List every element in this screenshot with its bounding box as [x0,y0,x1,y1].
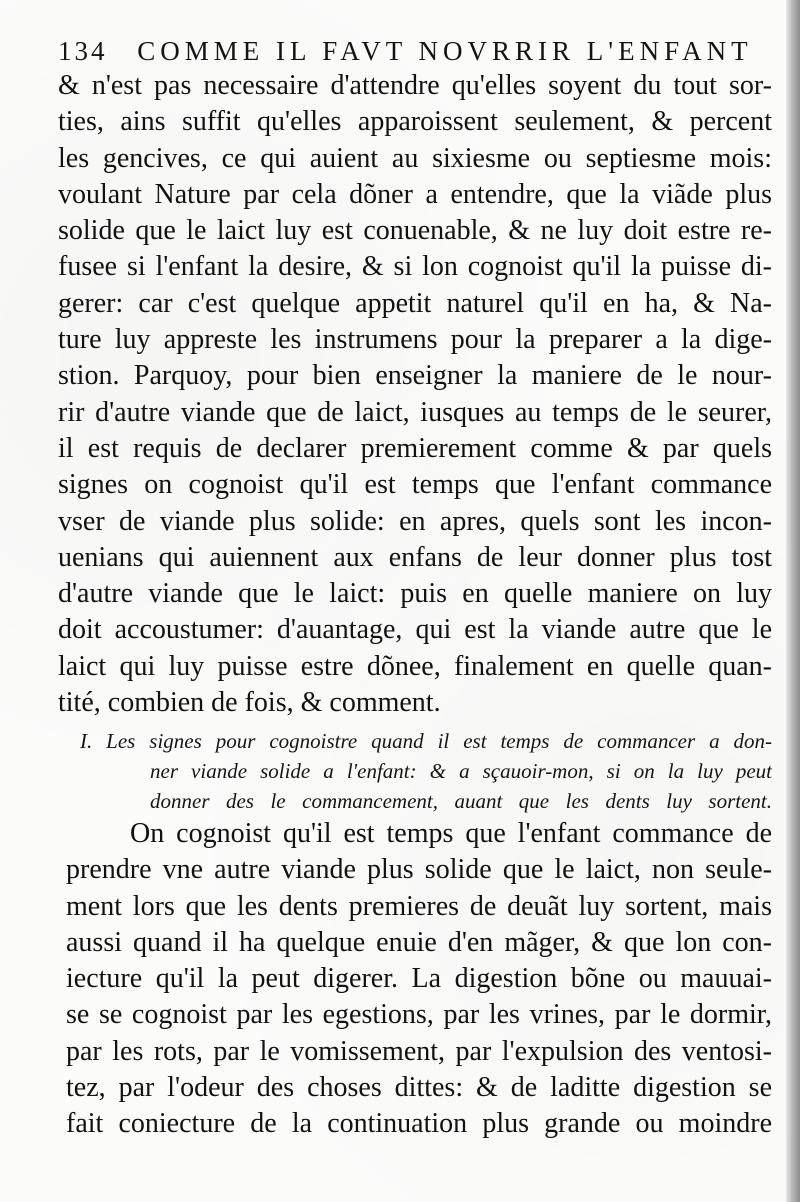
text-line: doit accoustumer: d'auantage, qui est la viande autre que le [58,614,772,646]
heading-line: ner viande solide a l'enfant: & a sçauoir-mon, si on la luy peut [150,759,772,783]
section-heading [80,726,772,816]
text-line: par les rots, par le vomissement, par l'expulsion des ventosi- [66,1035,772,1067]
heading-line: donner des le commancement, auant que les dents luy sortent. [150,789,772,813]
running-title: COMME IL FAVT NOVRRIR L'ENFANT [137,36,753,66]
text-line: ment lors que les dents premieres de deuãt luy sortent, mais [66,890,772,922]
text-line: vser de viande plus solide: en apres, quels sont les incon- [58,505,772,537]
page-header [58,36,778,72]
text-line: les gencives, ce qui auient au sixiesme ou septiesme mois: [58,142,772,174]
text-line: solide que le laict luy est conuenable, & ne luy doit estre re- [58,215,772,247]
paragraph-2 [66,816,772,1143]
text-line: prendre vne autre viande plus solide que le laict, non seule- [66,854,772,886]
page-number: 134 [58,36,108,66]
text-line: il est requis de declarer premierement comme & par quels [58,432,772,464]
text-line: ties, ains suffit qu'elles apparoissent seulement, & percent [58,106,772,138]
text-line: On cognoist qu'il est temps que l'enfant commance de [130,818,772,849]
text-line: stion. Parquoy, pour bien enseigner la maniere de le nour- [58,360,772,392]
text-line: tez, par l'odeur des choses dittes: & de laditte digestion se [66,1072,772,1104]
paragraph-1 [58,68,772,721]
text-line: laict qui luy puisse estre dõnee, finalement en quelle quan- [58,650,772,682]
text-line: uenians qui auiennent aux enfans de leur donner plus tost [58,541,772,573]
text-line: gerer: car c'est quelque appetit naturel qu'il en ha, & Na- [58,287,772,319]
text-line: se se cognoist par les egestions, par les vrines, par le dormir, [66,999,772,1031]
text-line: ture luy appreste les instrumens pour la preparer a la dige- [58,324,772,356]
text-line: tité, combien de fois, & comment. [58,687,441,719]
text-line: fusee si l'enfant la desire, & si lon cognoist qu'il la puisse di- [58,251,772,283]
text-line: aussi quand il ha quelque enuie d'en mãger, & que lon con- [66,926,772,958]
text-line: & n'est pas necessaire d'attendre qu'elles soyent du tout sor- [58,70,772,101]
text-line: voulant Nature par cela dõner a entendre, que la viãde plus [58,178,772,210]
text-line: d'autre viande que le laict: puis en quelle maniere on luy [58,578,772,610]
heading-line: I. Les signes pour cognoistre quand il est temps de commancer a don- [80,729,772,753]
text-line: rir d'autre viande que de laict, iusques au temps de le seurer, [58,396,772,428]
page-edge-shadow [786,0,800,1202]
text-line: signes on cognoist qu'il est temps que l'enfant commance [58,469,772,501]
text-line: fait coniecture de la continuation plus grande ou moindre [66,1108,772,1140]
text-line: iecture qu'il la peut digerer. La digestion bõne ou mauuai- [66,963,772,995]
